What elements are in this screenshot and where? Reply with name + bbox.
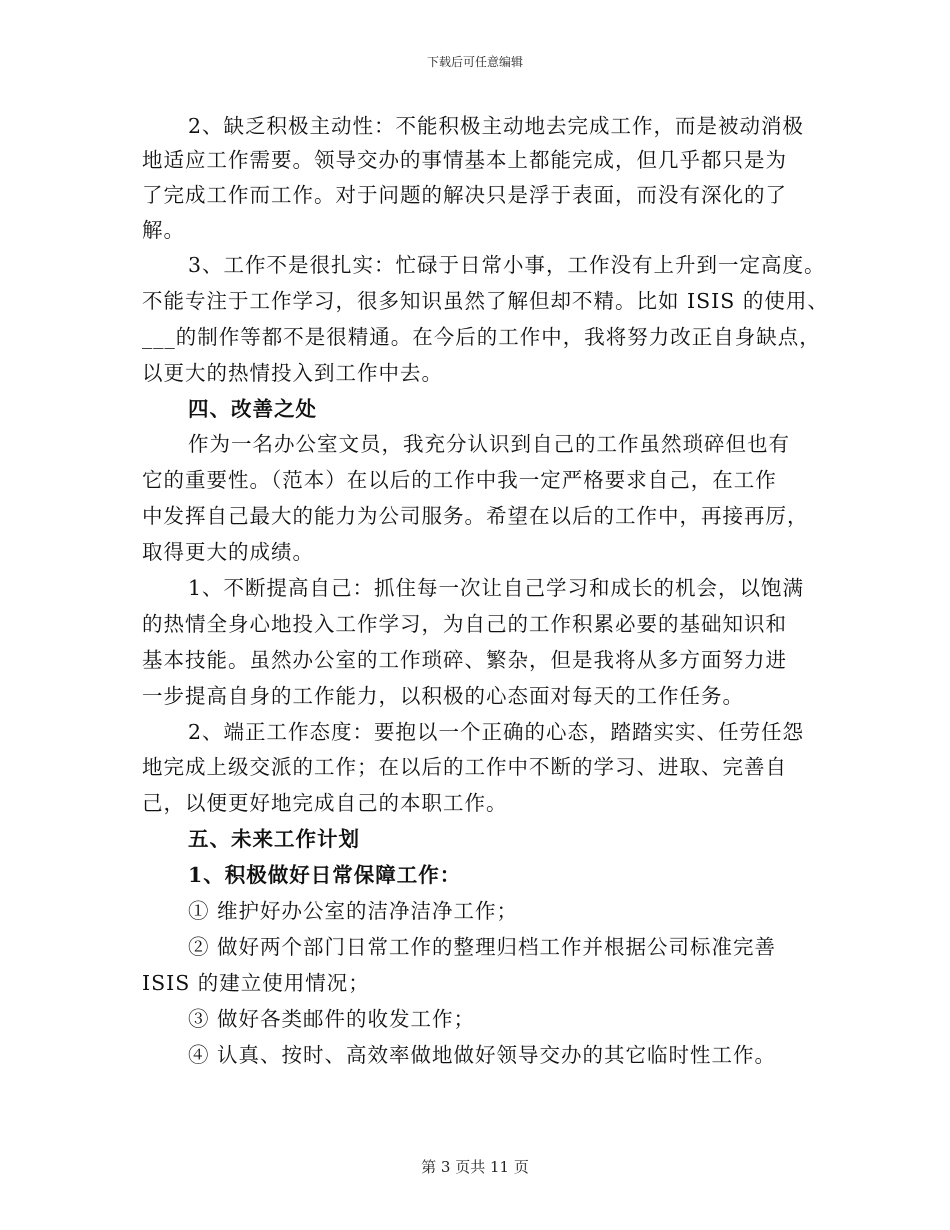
text-line: 3、工作不是很扎实：忙碌于日常小事，工作没有上升到一定高度。 — [188, 253, 826, 277]
text-line: 以更大的热情投入到工作中去。 — [142, 361, 443, 385]
text-line: 地适应工作需要。领导交办的事情基本上都能完成，但几乎都只是为 — [142, 148, 787, 172]
section-heading: 四、改善之处 — [188, 397, 317, 421]
text-line: 基本技能。虽然办公室的工作琐碎、繁杂，但是我将从多方面努力进 — [142, 648, 787, 672]
list-item: ② 做好两个部门日常工作的整理归档工作并根据公司标准完善 — [188, 935, 777, 959]
text-line: 己，以便更好地完成自己的本职工作。 — [142, 791, 508, 815]
list-item: ④ 认真、按时、高效率做地做好领导交办的其它临时性工作。 — [188, 1043, 777, 1067]
text-line: 取得更大的成绩。 — [142, 540, 314, 564]
text-line: 中发挥自己最大的能力为公司服务。希望在以后的工作中，再接再厉， — [142, 504, 809, 528]
text-line: ___的制作等都不是很精通。在今后的工作中，我将努力改正自身缺点， — [142, 325, 821, 349]
text-line: 1、不断提高自己：抓住每一次让自己学习和成长的机会，以饱满 — [188, 576, 805, 600]
list-item: ① 维护好办公室的洁净洁净工作； — [188, 899, 519, 923]
section-heading: 五、未来工作计划 — [188, 827, 360, 851]
text-line: 地完成上级交派的工作；在以后的工作中不断的学习、进取、完善自 — [142, 755, 787, 779]
text-line: 了完成工作而工作。对于问题的解决只是浮于表面，而没有深化的了 — [142, 183, 787, 207]
list-item: ③ 做好各类邮件的收发工作； — [188, 1007, 476, 1031]
page-footer: 第 3 页共 11 页 — [421, 1158, 529, 1176]
text-line: 解。 — [142, 218, 185, 242]
text-line: 一步提高自身的工作能力，以积极的心态面对每天的工作任务。 — [142, 684, 744, 708]
page-header: 下载后可任意编辑 — [426, 55, 523, 69]
subsection-heading: 1、积极做好日常保障工作： — [188, 863, 462, 887]
text-line: ISIS 的建立使用情况； — [142, 971, 370, 995]
text-line: 2、端正工作态度：要抱以一个正确的心态，踏踏实实、任劳任怨 — [188, 720, 805, 744]
text-line: 不能专注于工作学习，很多知识虽然了解但却不精。比如 ISIS 的使用、 — [142, 289, 829, 313]
text-line: 的热情全身心地投入工作学习，为自己的工作积累必要的基础知识和 — [142, 612, 787, 636]
text-line: 作为一名办公室文员，我充分认识到自己的工作虽然琐碎但也有 — [188, 432, 790, 456]
text-line: 2、缺乏积极主动性：不能积极主动地去完成工作，而是被动消极 — [188, 114, 805, 138]
text-line: 它的重要性。（范本）在以后的工作中我一定严格要求自己，在工作 — [142, 468, 777, 492]
